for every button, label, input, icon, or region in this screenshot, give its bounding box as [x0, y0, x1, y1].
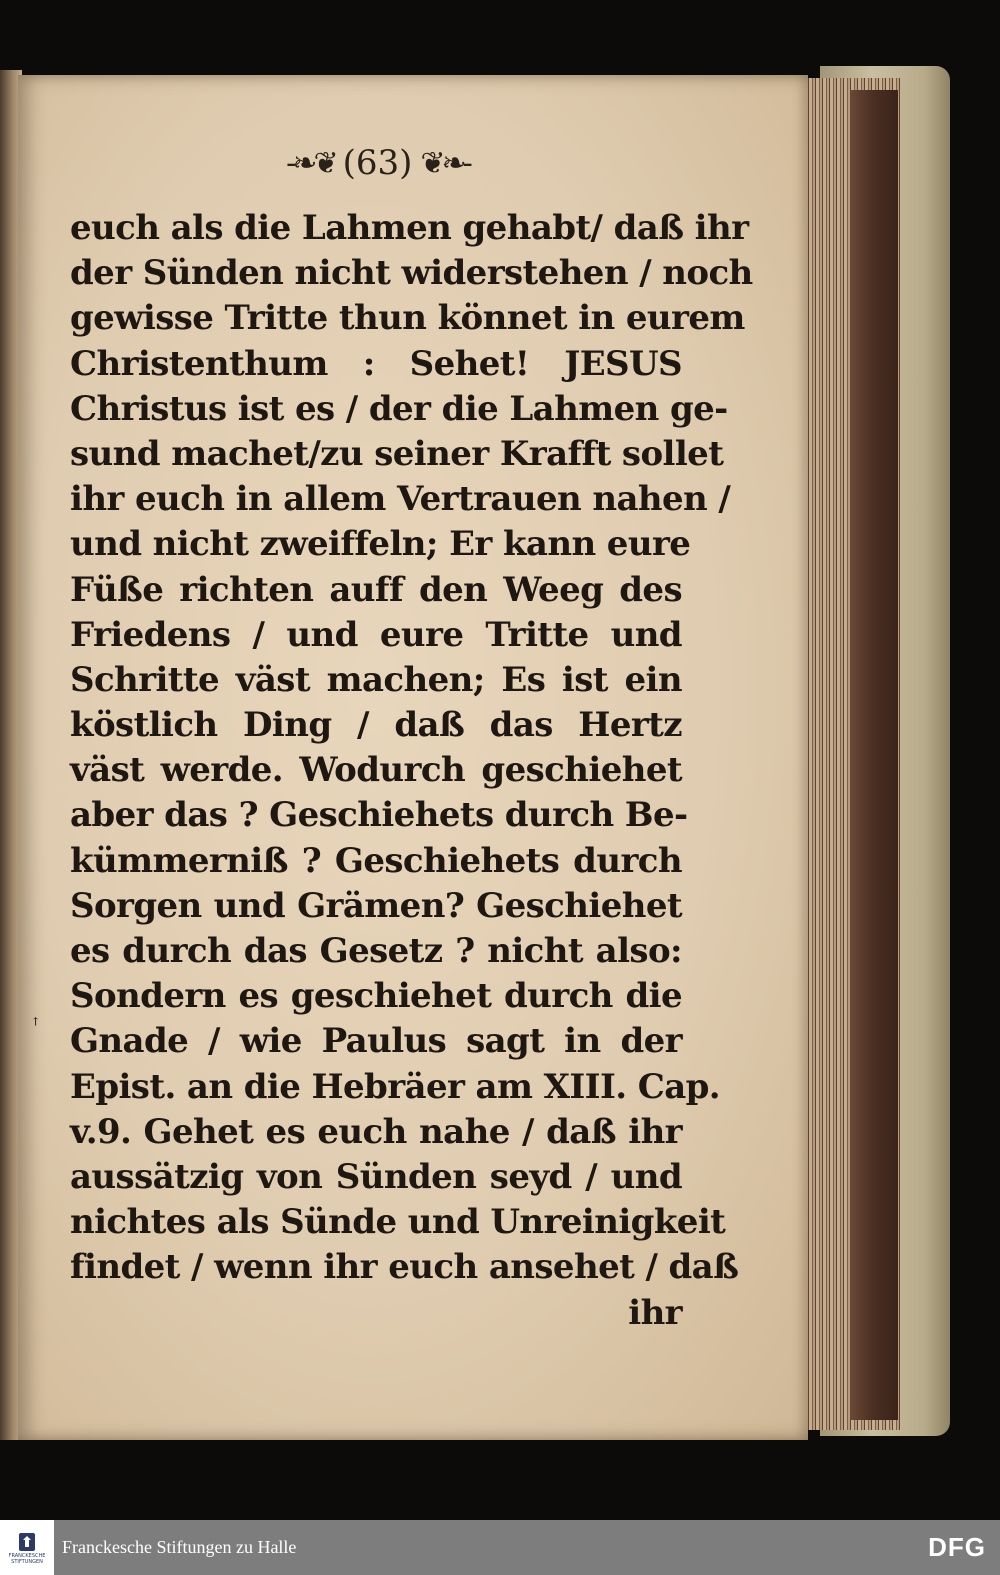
text-line: Gnade / wie Paulus sagt in der: [70, 1021, 682, 1062]
institution-name[interactable]: Franckesche Stiftungen zu Halle: [62, 1537, 297, 1557]
text-line: euch als die Lahmen gehabt/ daß ihr: [70, 208, 749, 248]
text-line: Schritte väst machen; Es ist ein: [70, 659, 682, 700]
text-line: väst werde. Wodurch geschiehet: [70, 750, 682, 791]
text-line: es durch das Gesetz ? nicht also:: [70, 931, 682, 971]
text-line: aussätzig von Sünden seyd / und: [70, 1156, 682, 1197]
text-line: Sorgen und Grämen? Geschiehet: [70, 885, 682, 926]
text-line: der Sünden nicht widerstehen / noch: [70, 253, 753, 294]
page-number: (63): [342, 143, 413, 183]
text-line: und nicht zweiffeln; Er kann eure: [70, 524, 691, 565]
text-line: Friedens / und eure Tritte und: [70, 614, 682, 655]
text-line: Epist. an die Hebräer am XIII. Cap.: [70, 1066, 721, 1107]
text-line: gewisse Tritte thun könnet in eurem: [70, 298, 745, 339]
catchword: ihr: [628, 1292, 682, 1333]
margin-mark: ꜛ: [32, 1013, 40, 1037]
text-line: aber das ? Geschiehets durch Be-: [70, 795, 688, 836]
text-line: Sondern es geschiehet durch die: [70, 976, 682, 1017]
page-header: [255, 138, 500, 188]
logo-caption: FRANCKESCHE STIFTUNGEN: [8, 1552, 46, 1565]
institution-logo[interactable]: [0, 1520, 54, 1575]
body-text: [70, 206, 753, 1336]
text-line: sund machet/zu seiner Krafft sollet: [70, 433, 724, 474]
text-line: nichtes als Sünde und Unreinigkeit: [70, 1202, 726, 1243]
ornament-right-icon: ❦❧-: [420, 145, 469, 181]
text-line: kümmerniß ? Geschiehets durch: [70, 840, 682, 881]
dfg-logo[interactable]: DFG: [928, 1532, 986, 1562]
footer-bar: [0, 1520, 1000, 1575]
eagle-emblem-icon: [16, 1531, 38, 1553]
text-line: köstlich Ding / daß das Hertz: [70, 705, 682, 746]
text-line: v.9. Gehet es euch nahe / daß ihr: [70, 1111, 682, 1152]
text-line: ihr euch in allem Vertrauen nahen /: [70, 479, 731, 520]
text-line: Christus ist es / der die Lahmen ge-: [70, 388, 728, 429]
page-block-shadow: [850, 90, 898, 1420]
text-line: findet / wenn ihr euch ansehet / daß: [70, 1247, 739, 1288]
ornament-left-icon: -❧❦: [286, 145, 335, 181]
text-line: Christenthum : Sehet! JESUS: [70, 343, 682, 384]
text-line: Füße richten auff den Weeg des: [70, 569, 682, 610]
